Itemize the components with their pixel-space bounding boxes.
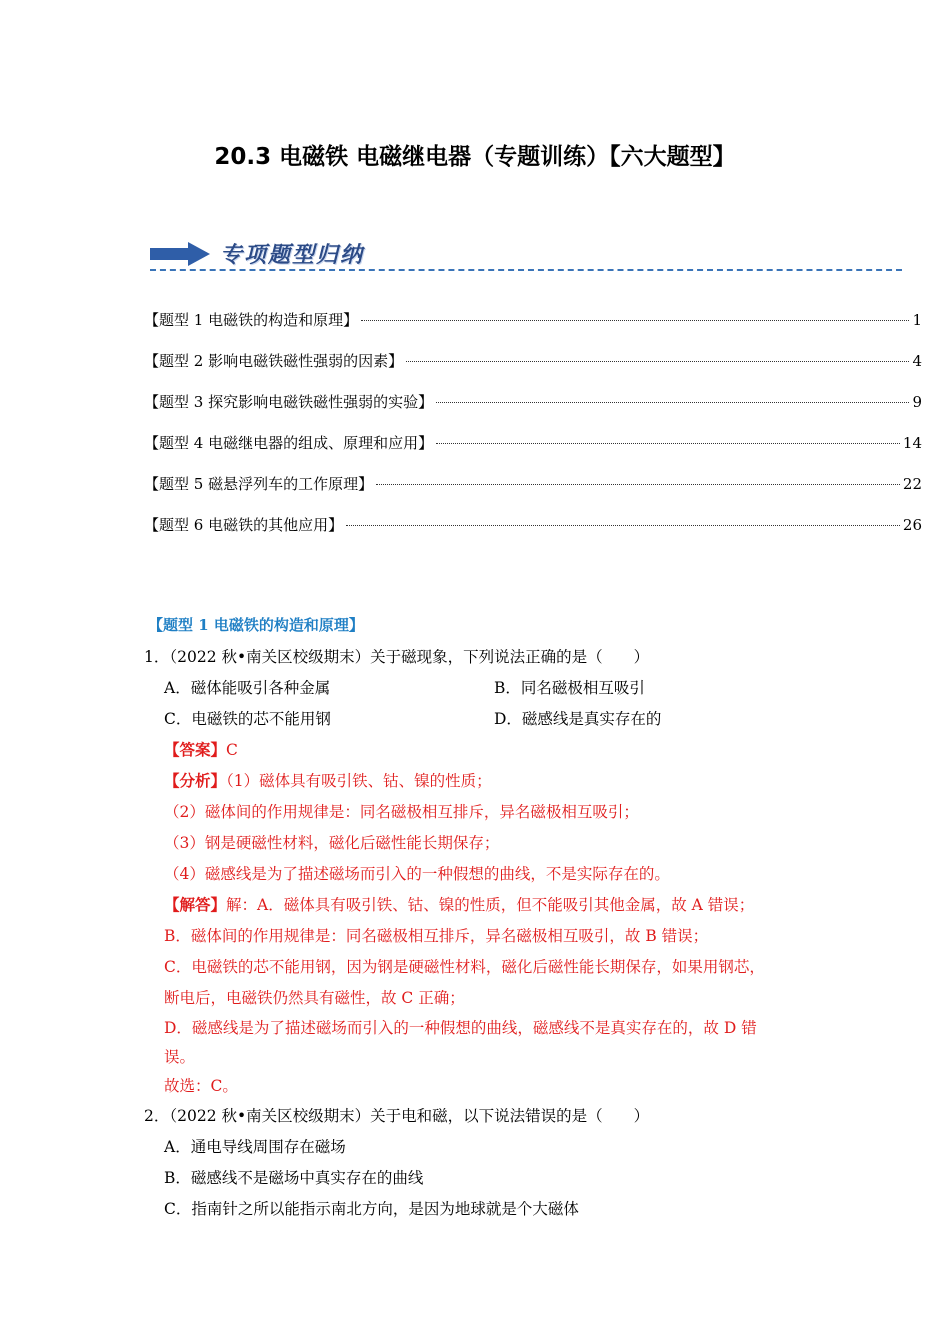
analysis-line: （4）磁感线是为了描述磁场而引入的一种假想的曲线，不是实际存在的。 bbox=[164, 865, 670, 883]
banner-title: 专项题型归纳 bbox=[220, 243, 365, 268]
choose-line: 故选：C。 bbox=[164, 1077, 238, 1095]
toc-entry[interactable]: 【题型 6 电磁铁的其他应用】 26 bbox=[144, 516, 922, 534]
analysis-line: （3）钢是硬磁性材料，磁化后磁性能长期保存； bbox=[164, 834, 500, 852]
option-b: B．磁感线不是磁场中真实存在的曲线 bbox=[164, 1169, 424, 1187]
question-stem: 2．（2022 秋•南关区校级期末）关于电和磁，以下说法错误的是（ ） bbox=[144, 1107, 650, 1125]
toc-entry[interactable]: 【题型 5 磁悬浮列车的工作原理】 22 bbox=[144, 475, 922, 493]
section-banner bbox=[150, 236, 902, 276]
arrow-right-icon bbox=[150, 242, 210, 266]
option-d: D．磁感线是真实存在的 bbox=[494, 710, 662, 728]
solution-line: B．磁体间的作用规律是：同名磁极相互排斥，异名磁极相互吸引，故 B 错误； bbox=[164, 927, 709, 945]
banner-divider bbox=[150, 269, 902, 271]
option-b: B．同名磁极相互吸引 bbox=[494, 679, 645, 697]
question-stem: 1．（2022 秋•南关区校级期末）关于磁现象，下列说法正确的是（ ） bbox=[144, 648, 650, 666]
option-c: C．电磁铁的芯不能用钢 bbox=[164, 710, 331, 728]
option-c: C．指南针之所以能指示南北方向，是因为地球就是个大磁体 bbox=[164, 1200, 579, 1218]
toc-entry[interactable]: 【题型 1 电磁铁的构造和原理】 1 bbox=[144, 311, 922, 329]
section-heading: 【题型 1 电磁铁的构造和原理】 bbox=[148, 616, 364, 634]
option-a: A．通电导线周围存在磁场 bbox=[164, 1138, 346, 1156]
toc-entry[interactable]: 【题型 4 电磁继电器的组成、原理和应用】 14 bbox=[144, 434, 922, 452]
solution-line: 断电后，电磁铁仍然具有磁性，故 C 正确； bbox=[164, 989, 465, 1007]
solution-line: D．磁感线是为了描述磁场而引入的一种假想的曲线，磁感线不是真实存在的，故 D 错 bbox=[164, 1019, 757, 1037]
option-a: A．磁体能吸引各种金属 bbox=[164, 679, 331, 697]
solution-line: 【解答】解：A．磁体具有吸引铁、钴、镍的性质，但不能吸引其他金属，故 A 错误； bbox=[164, 895, 755, 914]
toc-entry[interactable]: 【题型 2 影响电磁铁磁性强弱的因素】 4 bbox=[144, 352, 922, 370]
solution-line: C．电磁铁的芯不能用钢，因为钢是硬磁性材料，磁化后磁性能长期保存，如果用钢芯， bbox=[164, 958, 765, 976]
page-title: 20.3 电磁铁 电磁继电器（专题训练）【六大题型】 bbox=[214, 144, 736, 170]
analysis-line: 【分析】（1）磁体具有吸引铁、钴、镍的性质； bbox=[164, 771, 492, 790]
analysis-line: （2）磁体间的作用规律是：同名磁极相互排斥，异名磁极相互吸引； bbox=[164, 803, 639, 821]
answer-line: 【答案】C bbox=[164, 740, 238, 759]
solution-line: 误。 bbox=[164, 1048, 196, 1066]
toc-entry[interactable]: 【题型 3 探究影响电磁铁磁性强弱的实验】 9 bbox=[144, 393, 922, 411]
